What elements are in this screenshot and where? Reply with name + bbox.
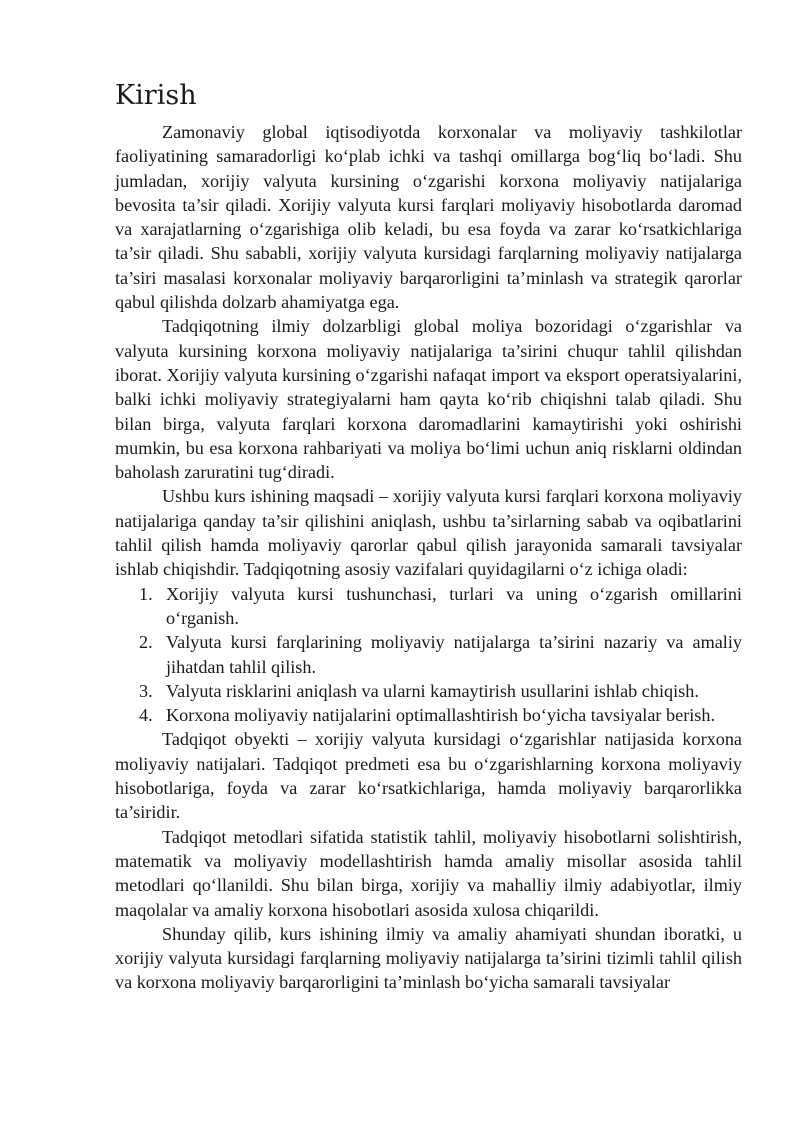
list-item-text: Xorijiy valyuta kursi tushunchasi, turlari va uning o‘zgarish omillarini o‘rganish. <box>166 583 742 628</box>
list-item <box>115 630 742 679</box>
list-item <box>115 703 742 727</box>
list-item-number: 3. <box>139 680 153 701</box>
paragraph-object: Tadqiqot obyekti – xorijiy valyuta kursidagi o‘zgarishlar natijasida korxona moliyaviy natijalari. Tadqiqot predmeti esa bu o‘zgarishlarning korxona moliyaviy hisobotlariga, foyda va zarar ko‘rsatkichlariga, hamda moliyaviy barqarorlikka ta’siridir. <box>115 729 742 823</box>
list-item-text: Korxona moliyaviy natijalarini optimallashtirish bo‘yicha tavsiyalar berish. <box>166 705 716 726</box>
document-page <box>115 78 742 995</box>
document-body <box>115 120 742 995</box>
paragraph-significance: Shunday qilib, kurs ishining ilmiy va amaliy ahamiyati shundan iboratki, u xorijiy valyuta kursidagi farqlarning moliyaviy natijalarga ta’sirini tizimli tahlil qilish va korxona moliyaviy barqarorligini ta’minlash bo‘yicha samarali tavsiyalar <box>115 923 742 993</box>
paragraph-relevance: Tadqiqotning ilmiy dolzarbligi global moliya bozoridagi o‘zgarishlar va valyuta kursining korxona moliyaviy natijalariga ta’sirini chuqur tahlil qilishdan iborat. Xorijiy valyuta kursining o‘zgarishi nafaqat import va eksport operatsiyalarini, balki ichki moliyaviy strategiyalarni ham qayta ko‘rib chiqishni talab qiladi. Shu bilan birga, valyuta farqlari korxona daromadlarini kamaytirishi yoki oshirishi mumkin, bu esa korxona rahbariyati va moliya bo‘limi uchun aniq risklarni oldindan baholash zaruratini tug‘diradi. <box>115 316 742 483</box>
paragraph-intro: Zamonaviy global iqtisodiyotda korxonalar va moliyaviy tashkilotlar faoliyatining samaradorligi ko‘plab ichki va tashqi omillarga bog‘liq bo‘ladi. Shu jumladan, xorijiy valyuta kursining o‘zgarishi korxona moliyaviy natijalariga bevosita ta’sir qiladi. Xorijiy valyuta kursi farqlari moliyaviy hisobotlarda daromad va xarajatlarning o‘zgarishiga olib keladi, bu esa foyda va zarar ko‘rsatkichlariga ta’sir qiladi. Shu sababli, xorijiy valyuta kursidagi farqlarning moliyaviy natijalarga ta’siri masalasi korxonalar moliyaviy barqarorligini ta’minlash va strategik qarorlar qabul qilishda dolzarb ahamiyatga ega. <box>115 122 742 313</box>
tasks-list <box>115 582 742 728</box>
list-item-number: 4. <box>139 705 153 726</box>
list-item <box>115 582 742 631</box>
paragraph-methods: Tadqiqot metodlari sifatida statistik tahlil, moliyaviy hisobotlarni solishtirish, matematik va moliyaviy modellashtirish hamda amaliy misollar asosida tahlil metodlari qo‘llanildi. Shu bilan birga, xorijiy va mahalliy ilmiy adabiyotlar, ilmiy maqolalar va amaliy korxona hisobotlari asosida xulosa chiqarildi. <box>115 826 742 920</box>
paragraph-purpose: Ushbu kurs ishining maqsadi – xorijiy valyuta kursi farqlari korxona moliyaviy natijalariga qanday ta’sir qilishini aniqlash, ushbu ta’sirlarning sabab va oqibatlarini tahlil qilish hamda moliyaviy qarorlar qabul qilish jarayonida samarali tavsiyalar ishlab chiqishdir. Tadqiqotning asosiy vazifalari quyidagilarni o‘z ichiga oladi: <box>115 486 742 580</box>
list-item-number: 2. <box>139 632 153 653</box>
list-item <box>115 679 742 703</box>
list-item-number: 1. <box>139 583 153 604</box>
list-item-text: Valyuta kursi farqlarining moliyaviy natijalarga ta’sirini nazariy va amaliy jihatdan tahlil qilish. <box>166 632 742 677</box>
list-item-text: Valyuta risklarini aniqlash va ularni kamaytirish usullarini ishlab chiqish. <box>166 680 699 701</box>
page-title: Kirish <box>115 80 197 111</box>
